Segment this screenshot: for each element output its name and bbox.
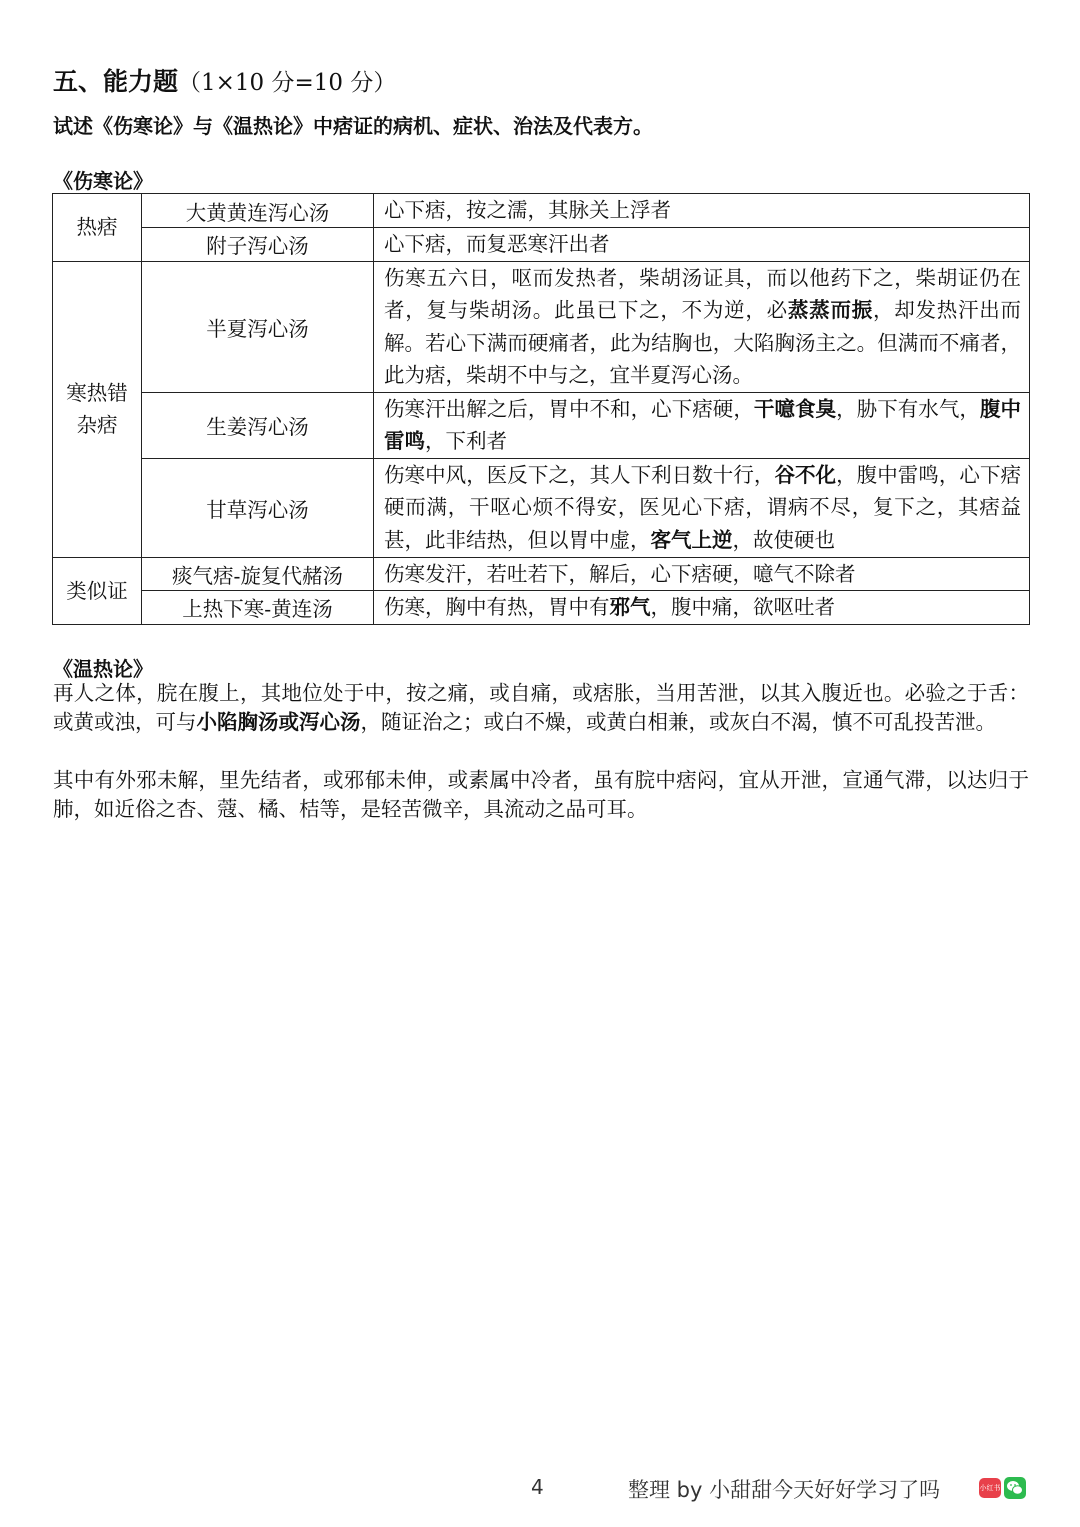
table-row: [53, 228, 1030, 262]
wechat-glyph-icon: [1004, 1477, 1026, 1499]
desc-cell: 伤寒汗出解之后，胃中不和，心下痞硬，干噫食臭，胁下有水气，腹中雷鸣，下利者: [374, 392, 1030, 458]
table-row: [53, 261, 1030, 392]
question-text: 试述《伤寒论》与《温热论》中痞证的病机、症状、治法及代表方。: [53, 114, 653, 138]
formula-cell: 半夏泻心汤: [142, 261, 374, 392]
wenre-paragraph: 再人之体，脘在腹上，其地位处于中，按之痛，或自痛，或痞胀，当用苦泄，以其入腹近也。必验之于舌：或黄或浊，可与小陷胸汤或泻心汤，随证治之；或白不燥，或黄白相兼，或灰白不渴，慎不可乱投苦泄。: [53, 681, 1029, 734]
section-title: 五、能力题: [53, 67, 179, 96]
table-row: [53, 557, 1030, 591]
formula-cell: 甘草泻心汤: [142, 458, 374, 557]
formula-cell: 附子泻心汤: [142, 228, 374, 262]
wenre-paragraph: 其中有外邪未解，里先结者，或邪郁未伸，或素属中冷者，虽有脘中痞闷，宜从开泄，宣通气滞，以达归于肺，如近俗之杏、蔻、橘、桔等，是轻苦微辛，具流动之品可耳。: [53, 768, 1029, 821]
category-cell: 热痞: [53, 194, 142, 262]
category-label: 寒热错杂痞: [66, 381, 128, 437]
desc-cell: 心下痞，而复恶寒汗出者: [374, 228, 1030, 262]
section-heading: [53, 62, 396, 98]
category-cell: 类似证: [53, 557, 142, 624]
wenre-title: 《温热论》: [53, 657, 153, 681]
category-cell: [53, 261, 142, 557]
table-row: [53, 392, 1030, 458]
xiaohongshu-logo-icon: 小红书: [979, 1478, 1001, 1498]
page-number: 4: [531, 1475, 544, 1499]
formula-cell: 生姜泻心汤: [142, 392, 374, 458]
formula-cell: 大黄黄连泻心汤: [142, 194, 374, 228]
formula-cell: 痰气痞-旋复代赭汤: [142, 557, 374, 591]
desc-cell: 伤寒，胸中有热，胃中有邪气，腹中痛，欲呕吐者: [374, 591, 1030, 625]
shanghan-table: [52, 193, 1030, 625]
desc-cell: 伤寒五六日，呕而发热者，柴胡汤证具，而以他药下之，柴胡证仍在者，复与柴胡汤。此虽已下之，不为逆，必蒸蒸而振，却发热汗出而解。若心下满而硬痛者，此为结胸也，大陷胸汤主之。但满而不痛者，此为痞，柴胡不中与之，宜半夏泻心汤。: [374, 261, 1030, 392]
desc-cell: 伤寒发汗，若吐若下，解后，心下痞硬，噫气不除者: [374, 557, 1030, 591]
table-row: [53, 194, 1030, 228]
desc-cell: 伤寒中风，医反下之，其人下利日数十行，谷不化，腹中雷鸣，心下痞硬而满，干呕心烦不得安，医见心下痞，谓病不尽，复下之，其痞益甚，此非结热，但以胃中虚，客气上逆，故使硬也: [374, 458, 1030, 557]
shanghan-title: 《伤寒论》: [53, 169, 153, 193]
desc-cell: 心下痞，按之濡，其脉关上浮者: [374, 194, 1030, 228]
table-row: [53, 591, 1030, 625]
credit-text: 整理 by 小甜甜今天好好学习了吗: [628, 1478, 941, 1502]
section-score: （1×10 分=10 分）: [178, 70, 397, 96]
wechat-logo-icon: [1004, 1477, 1026, 1499]
formula-cell: 上热下寒-黄连汤: [142, 591, 374, 625]
table-row: [53, 458, 1030, 557]
